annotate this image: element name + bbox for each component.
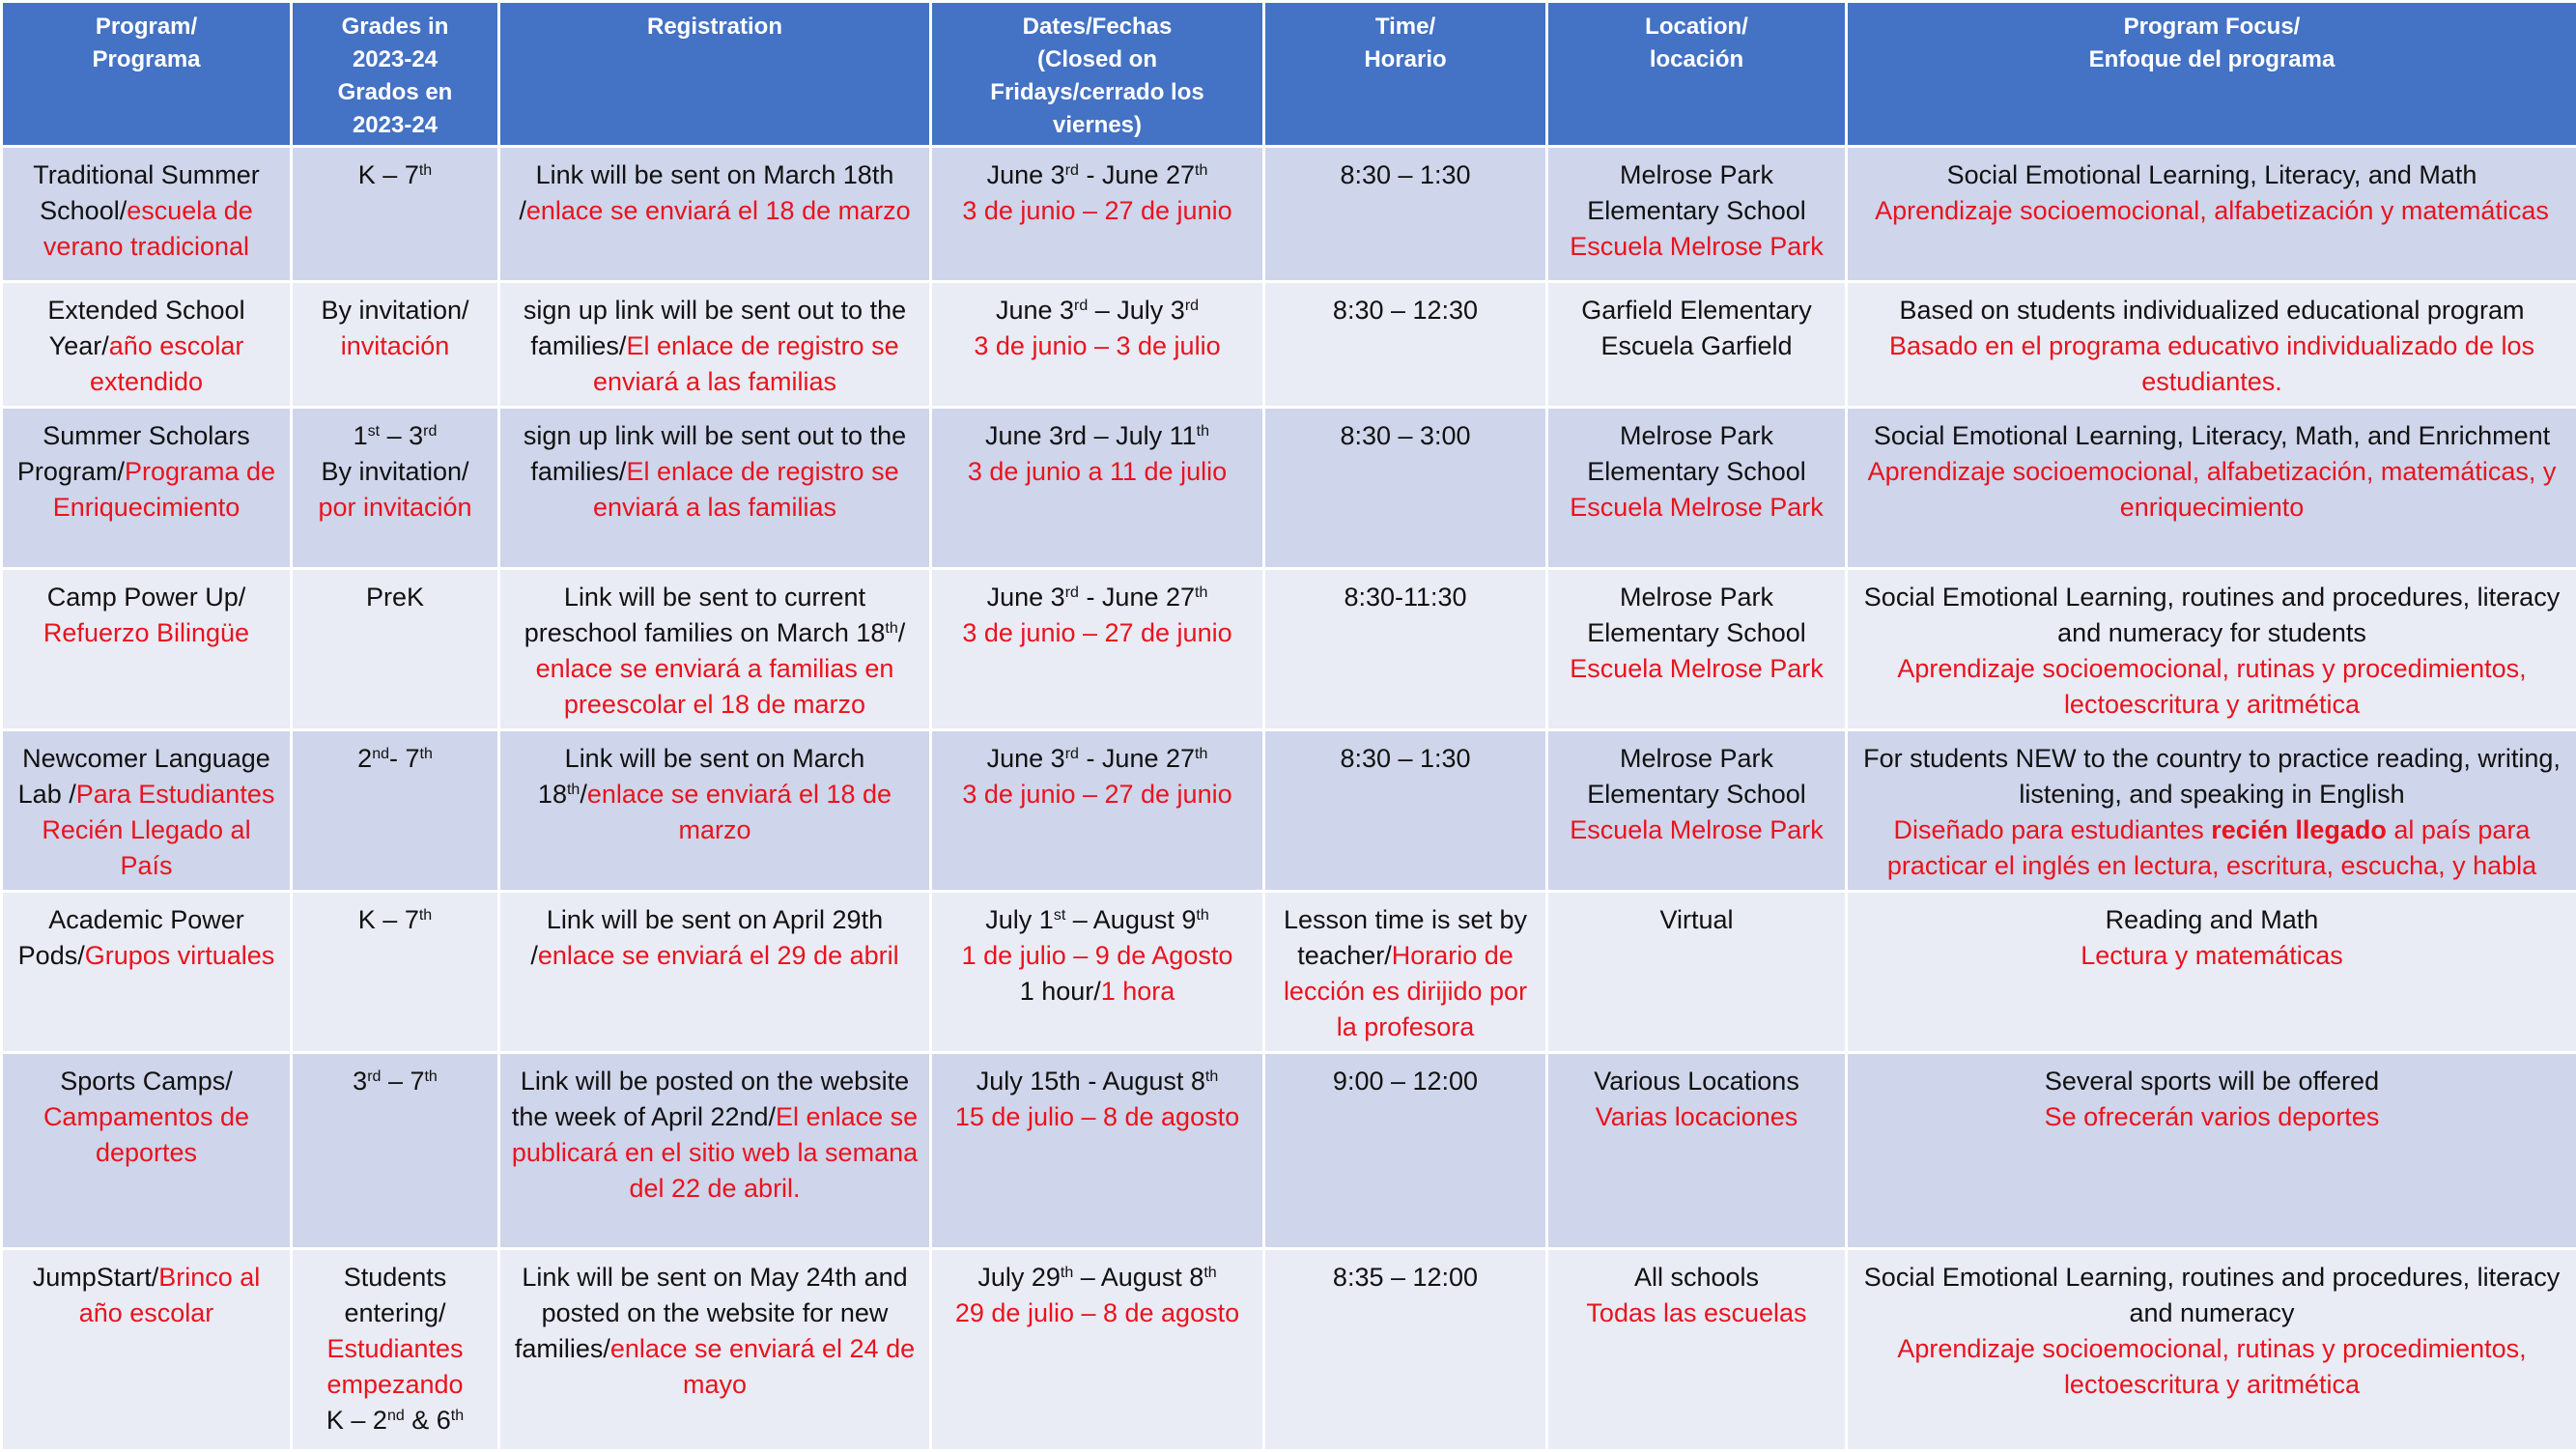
- focus-cell: Based on students individualized educational program Basado en el programa educativo individualizado de los estudiantes.: [1847, 282, 2576, 408]
- header-focus: Program Focus/ Enfoque del programa: [1847, 2, 2576, 147]
- time-cell: 8:30-11:30: [1264, 569, 1547, 730]
- registration-cell: Link will be sent on March 18th /enlace se enviará el 18 de marzo: [499, 147, 931, 282]
- dates-cell: July 29th – August 8th 29 de julio – 8 de agosto: [931, 1249, 1264, 1451]
- location-cell: Various Locations Varias locaciones: [1547, 1053, 1847, 1249]
- header-time: Time/ Horario: [1264, 2, 1547, 147]
- registration-cell: Link will be sent on March 18th/enlace se enviará el 18 de marzo: [499, 730, 931, 892]
- registration-cell: Link will be sent on April 29th /enlace se enviará el 29 de abril: [499, 892, 931, 1053]
- location-cell: Garfield Elementary Escuela Garfield: [1547, 282, 1847, 408]
- focus-cell: Social Emotional Learning, routines and procedures, literacy and numeracy for students Aprendizaje socioemocional, rutinas y procedimientos, lectoescritura y aritmética: [1847, 569, 2576, 730]
- header-location: Location/ locación: [1547, 2, 1847, 147]
- table-row: [2, 147, 2576, 282]
- header-program: Program/ Programa: [2, 2, 292, 147]
- table-row: [2, 282, 2576, 408]
- program-cell: Camp Power Up/ Refuerzo Bilingüe: [2, 569, 292, 730]
- dates-cell: June 3rd - June 27th 3 de junio – 27 de junio: [931, 730, 1264, 892]
- program-cell: JumpStart/Brinco al año escolar: [2, 1249, 292, 1451]
- focus-cell: Social Emotional Learning, Literacy, and Math Aprendizaje socioemocional, alfabetización y matemáticas: [1847, 147, 2576, 282]
- table-row: [2, 569, 2576, 730]
- location-cell: Melrose Park Elementary School Escuela Melrose Park: [1547, 408, 1847, 569]
- program-cell: Summer Scholars Program/Programa de Enriquecimiento: [2, 408, 292, 569]
- time-cell: 8:30 – 1:30: [1264, 147, 1547, 282]
- header-registration: Registration: [499, 2, 931, 147]
- table-row: [2, 730, 2576, 892]
- table-row: [2, 1053, 2576, 1249]
- table-row: [2, 408, 2576, 569]
- location-cell: All schools Todas las escuelas: [1547, 1249, 1847, 1451]
- dates-cell: June 3rd – July 3rd 3 de junio – 3 de julio: [931, 282, 1264, 408]
- time-cell: 8:35 – 12:00: [1264, 1249, 1547, 1451]
- header-row: [2, 2, 2576, 147]
- header-grades: Grades in 2023-24 Grados en 2023-24: [292, 2, 499, 147]
- focus-cell: Social Emotional Learning, routines and procedures, literacy and numeracy Aprendizaje socioemocional, rutinas y procedimientos, lectoescritura y aritmética: [1847, 1249, 2576, 1451]
- program-cell: Extended School Year/año escolar extendido: [2, 282, 292, 408]
- grades-cell: Students entering/ Estudiantes empezando K – 2nd & 6th: [292, 1249, 499, 1451]
- location-cell: Virtual: [1547, 892, 1847, 1053]
- table-row: [2, 1249, 2576, 1451]
- location-cell: Melrose Park Elementary School Escuela Melrose Park: [1547, 569, 1847, 730]
- dates-cell: July 1st – August 9th 1 de julio – 9 de Agosto 1 hour/1 hora: [931, 892, 1264, 1053]
- grades-cell: By invitation/ invitación: [292, 282, 499, 408]
- time-cell: 8:30 – 3:00: [1264, 408, 1547, 569]
- program-cell: Sports Camps/ Campamentos de deportes: [2, 1053, 292, 1249]
- focus-cell: Social Emotional Learning, Literacy, Math, and Enrichment Aprendizaje socioemocional, alfabetización, matemáticas, y enriquecimiento: [1847, 408, 2576, 569]
- location-cell: Melrose Park Elementary School Escuela Melrose Park: [1547, 147, 1847, 282]
- location-cell: Melrose Park Elementary School Escuela Melrose Park: [1547, 730, 1847, 892]
- focus-cell: Reading and Math Lectura y matemáticas: [1847, 892, 2576, 1053]
- registration-cell: Link will be sent to current preschool families on March 18th/ enlace se enviará a familias en preescolar el 18 de marzo: [499, 569, 931, 730]
- grades-cell: PreK: [292, 569, 499, 730]
- time-cell: 8:30 – 1:30: [1264, 730, 1547, 892]
- dates-cell: June 3rd - June 27th 3 de junio – 27 de junio: [931, 569, 1264, 730]
- header-dates: Dates/Fechas (Closed on Fridays/cerrado los viernes): [931, 2, 1264, 147]
- grades-cell: 3rd – 7th: [292, 1053, 499, 1249]
- registration-cell: Link will be posted on the website the week of April 22nd/El enlace se publicará en el sitio web la semana del 22 de abril.: [499, 1053, 931, 1249]
- grades-cell: K – 7th: [292, 147, 499, 282]
- program-cell: Newcomer Language Lab /Para Estudiantes Recién Llegado al País: [2, 730, 292, 892]
- dates-cell: June 3rd - June 27th 3 de junio – 27 de junio: [931, 147, 1264, 282]
- registration-cell: sign up link will be sent out to the families/El enlace de registro se enviará a las familias: [499, 282, 931, 408]
- time-cell: Lesson time is set by teacher/Horario de lección es dirijido por la profesora: [1264, 892, 1547, 1053]
- time-cell: 9:00 – 12:00: [1264, 1053, 1547, 1249]
- table-row: [2, 892, 2576, 1053]
- focus-cell: Several sports will be offered Se ofrecerán varios deportes: [1847, 1053, 2576, 1249]
- dates-cell: June 3rd – July 11th 3 de junio a 11 de julio: [931, 408, 1264, 569]
- grades-cell: K – 7th: [292, 892, 499, 1053]
- grades-cell: 2nd- 7th: [292, 730, 499, 892]
- program-cell: Traditional Summer School/escuela de verano tradicional: [2, 147, 292, 282]
- registration-cell: Link will be sent on May 24th and posted on the website for new families/enlace se enviará el 24 de mayo: [499, 1249, 931, 1451]
- registration-cell: sign up link will be sent out to the families/El enlace de registro se enviará a las familias: [499, 408, 931, 569]
- focus-cell: For students NEW to the country to practice reading, writing, listening, and speaking in English Diseñado para estudiantes recién llegado al país para practicar el inglés en lectura, escritura, escucha, y habla: [1847, 730, 2576, 892]
- program-cell: Academic Power Pods/Grupos virtuales: [2, 892, 292, 1053]
- time-cell: 8:30 – 12:30: [1264, 282, 1547, 408]
- grades-cell: 1st – 3rd By invitation/ por invitación: [292, 408, 499, 569]
- dates-cell: July 15th - August 8th 15 de julio – 8 de agosto: [931, 1053, 1264, 1249]
